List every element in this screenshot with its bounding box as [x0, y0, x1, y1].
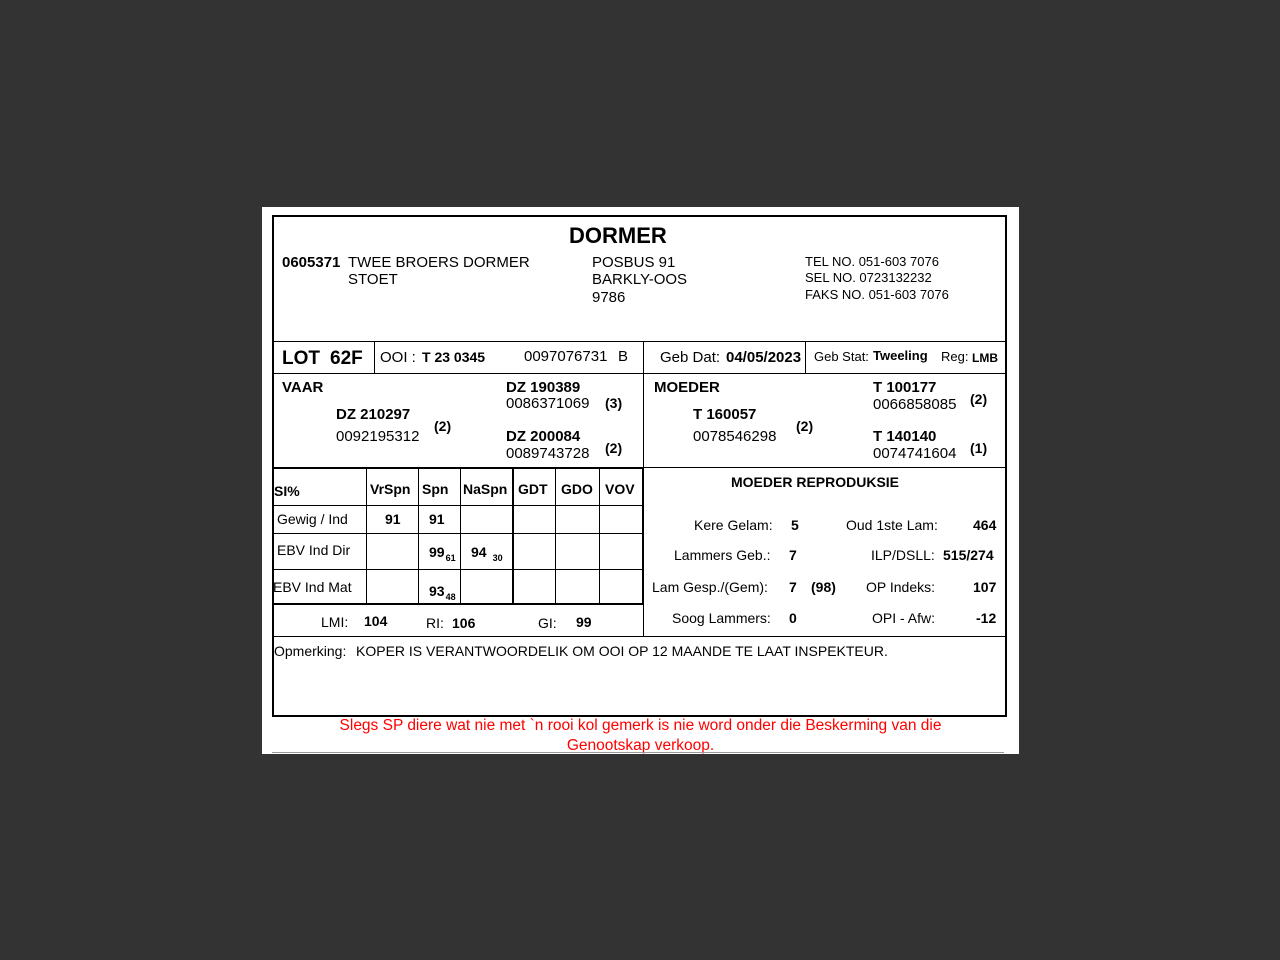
divider-line [274, 505, 642, 506]
moeder-sire-number: 0066858085 [873, 396, 957, 413]
op-indeks-value: 107 [973, 579, 997, 595]
lot-label: LOT [282, 348, 320, 369]
row-label-ebv-mat: EBV Ind Mat [273, 579, 352, 595]
header-gdo: GDO [561, 481, 593, 497]
lam-gesp-value: 7 [789, 579, 797, 595]
ebv-mat-spn-accuracy: 48 [445, 592, 456, 602]
ooi-reg-number: 0097076731 [524, 348, 608, 365]
opi-afw-label: OPI - Afw: [872, 610, 936, 626]
ebv-dir-naspn-accuracy: 30 [492, 553, 503, 563]
footer-notice-line2: Genootskap verkoop. [566, 737, 715, 754]
oud-1ste-lam-value: 464 [973, 517, 997, 533]
divider-line [555, 469, 556, 604]
moeder-dam-number: 0074741604 [873, 445, 957, 462]
ilp-dsll-value: 515/274 [943, 547, 994, 563]
breeder-name-line2: STOET [348, 271, 398, 288]
moeder-number: 0078546298 [693, 428, 777, 445]
ebv-mat-spn: $93_{48}$ [429, 583, 456, 602]
divider-line [805, 341, 806, 373]
address-line3: 9786 [592, 289, 626, 306]
faks-number: FAKS NO. 051-603 7076 [805, 287, 949, 302]
table-border [272, 467, 644, 469]
kere-gelam-value: 5 [791, 517, 799, 533]
geb-dat-value: 04/05/2023 [726, 349, 802, 366]
divider-line [274, 341, 1005, 342]
vaar-dam-grade: (2) [605, 440, 623, 456]
footer-notice-line1: Slegs SP diere wat nie met `n rooi kol gemerk is nie word onder die Beskerming van die [339, 717, 942, 734]
vaar-label: VAAR [282, 379, 324, 396]
lam-gesp-label: Lam Gesp./(Gem): [652, 579, 768, 595]
row-label-ebv-dir: EBV Ind Dir [277, 542, 351, 558]
moeder-id: T 160057 [693, 406, 757, 423]
bottom-edge-line [272, 752, 1004, 753]
divider-line [374, 341, 375, 373]
header-gdt: GDT [518, 481, 548, 497]
ebv-dir-naspn: 94 $_{30}$ [471, 544, 503, 563]
ooi-id: T 23 0345 [422, 349, 486, 365]
divider-line [643, 605, 644, 636]
address-line2: BARKLY-OOS [592, 271, 688, 288]
address-line1: POSBUS 91 [592, 254, 676, 271]
divider-line [274, 373, 1005, 374]
header-vrspn: VrSpn [370, 481, 411, 497]
divider-line [274, 569, 642, 570]
lam-gem-value: (98) [811, 579, 836, 595]
vaar-dam-number: 0089743728 [506, 445, 590, 462]
moeder-dam-grade: (1) [970, 440, 988, 456]
reg-label: Reg: [941, 349, 969, 364]
ri-value: 106 [452, 615, 476, 631]
vaar-dam-id: DZ 200084 [506, 428, 581, 445]
opi-afw-value: -12 [976, 610, 997, 626]
opmerking-text: KOPER IS VERANTWOORDELIK OM OOI OP 12 MAANDE TE LAAT INSPEKTEUR. [356, 643, 888, 659]
oud-1ste-lam-label: Oud 1ste Lam: [846, 517, 938, 533]
geb-dat-label: Geb Dat: [660, 349, 721, 366]
gi-label: GI: [538, 615, 557, 631]
gi-value: 99 [576, 614, 592, 630]
sel-number: SEL NO. 0723132232 [805, 270, 932, 285]
divider-line [599, 469, 600, 604]
header-si: SI% [274, 483, 300, 499]
moeder-grade: (2) [796, 418, 814, 434]
ebv-dir-spn-accuracy: 61 [445, 553, 456, 563]
tel-number: TEL NO. 051-603 7076 [805, 254, 939, 269]
card-title: DORMER [569, 223, 667, 248]
breeder-name-line1: TWEE BROERS DORMER [348, 254, 530, 271]
header-vov: VOV [605, 481, 635, 497]
header-spn: Spn [422, 481, 449, 497]
reg-value: LMB [972, 351, 998, 365]
moeder-sire-id: T 100177 [873, 379, 937, 396]
vaar-sire-id: DZ 190389 [506, 379, 581, 396]
ebv-dir-spn: $99_{61}$ [429, 544, 456, 563]
vaar-number: 0092195312 [336, 428, 420, 445]
vaar-id: DZ 210297 [336, 406, 411, 423]
lmi-label: LMI: [321, 614, 349, 630]
divider-line [274, 533, 642, 534]
vaar-sire-grade: (3) [605, 395, 623, 411]
ooi-reg-suffix: B [618, 348, 629, 365]
gewig-vrspn: 91 [385, 511, 401, 527]
moeder-sire-grade: (2) [970, 391, 988, 407]
divider-line [643, 341, 644, 468]
vaar-sire-number: 0086371069 [506, 395, 590, 412]
table-border [512, 467, 514, 605]
lot-number: 62F [330, 348, 363, 369]
divider-line [418, 469, 419, 604]
geb-stat-label: Geb Stat: [814, 349, 869, 364]
divider-line [460, 469, 461, 604]
header-naspn: NaSpn [463, 481, 508, 497]
lammers-geb-value: 7 [789, 547, 797, 563]
ri-label: RI: [426, 615, 444, 631]
lmi-value: 104 [364, 613, 388, 629]
table-border [272, 603, 644, 605]
geb-stat-value: Tweeling [873, 348, 928, 363]
op-indeks-label: OP Indeks: [866, 579, 936, 595]
moeder-dam-id: T 140140 [873, 428, 937, 445]
gewig-spn: 91 [429, 511, 445, 527]
divider-line [643, 467, 1005, 468]
reproduction-title: MOEDER REPRODUKSIE [731, 474, 900, 490]
breeder-number: 0605371 [282, 254, 341, 271]
soog-lammers-value: 0 [789, 610, 797, 626]
vaar-grade: (2) [434, 418, 452, 434]
divider-line [274, 636, 1005, 637]
lammers-geb-label: Lammers Geb.: [674, 547, 771, 563]
kere-gelam-label: Kere Gelam: [694, 517, 773, 533]
divider-line [366, 469, 367, 604]
table-border [642, 467, 644, 605]
ooi-label: OOI : [380, 349, 416, 366]
row-label-gewig: Gewig / Ind [277, 511, 348, 527]
opmerking-label: Opmerking: [274, 643, 347, 659]
moeder-label: MOEDER [654, 379, 720, 396]
ilp-dsll-label: ILP/DSLL: [871, 547, 935, 563]
soog-lammers-label: Soog Lammers: [672, 610, 771, 626]
